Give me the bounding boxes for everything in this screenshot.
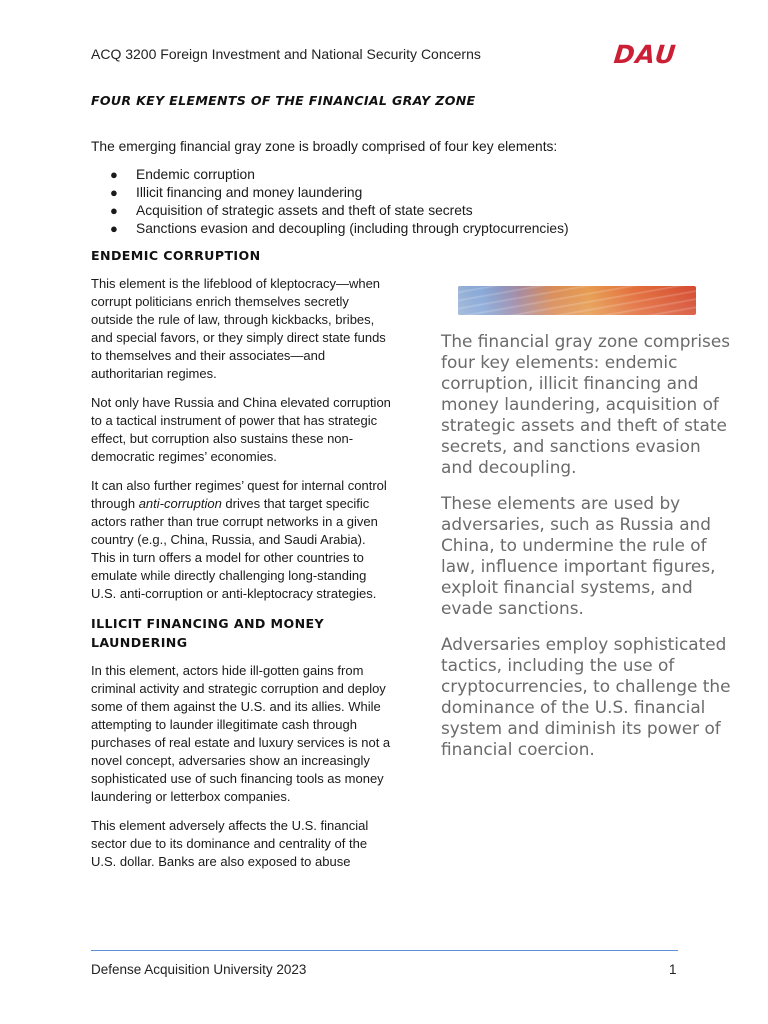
dau-logo: DAU	[612, 40, 678, 69]
paragraph: This element is the lifeblood of kleptocracy—when corrupt politicians enrich themselves secretly outside the rule of law, through kickbacks, bribes, and special favors, or they simply direct state funds to themselves and their associates—and authoritarian regimes.	[91, 276, 386, 381]
paragraph: Not only have Russia and China elevated corruption to a tactical instrument of power that has strategic effect, but corruption also sustains these non-democratic regimes’ economies.	[91, 395, 391, 464]
bullet-icon: ●	[110, 185, 118, 200]
list-item: ● Sanctions evasion and decoupling (including through cryptocurrencies)	[110, 221, 569, 236]
left-column	[91, 246, 391, 882]
document-title: FOUR KEY ELEMENTS OF THE FINANCIAL GRAY ZONE	[91, 93, 476, 108]
emphasis-anti-corruption: anti-corruption	[138, 496, 222, 511]
callout-paragraph: These elements are used by adversaries, such as Russia and China, to undermine the rule of law, influence important figures, exploit financial systems, and evade sanctions.	[441, 493, 716, 618]
page-number: 1	[669, 962, 677, 977]
paragraph: This element adversely affects the U.S. financial sector due to its dominance and centrality of the U.S. dollar. Banks are also exposed to abuse	[91, 818, 369, 869]
section-heading-endemic-corruption: ENDEMIC CORRUPTION	[91, 248, 261, 263]
callout-paragraph: Adversaries employ sophisticated tactics, including the use of cryptocurrencies, to challenge the dominance of the U.S. financial system and diminish its power of financial coercion.	[441, 634, 731, 759]
bullet-icon: ●	[110, 221, 118, 236]
paragraph: It can also further regimes’ quest for internal control through anti-corruption drives that target specific actors rather than true corrupt networks in a given country (e.g., China, Russia, and Saudi Arabia). This in turn offers a model for other countries to emulate while directly challenging long-standing U.S. anti-corruption or anti-kleptocracy strategies.	[91, 478, 387, 601]
callout-sidebar	[441, 331, 731, 775]
header-course-title: ACQ 3200 Foreign Investment and National Security Concerns	[91, 46, 481, 62]
footer-organization: Defense Acquisition University 2023	[91, 962, 307, 977]
bullet-icon: ●	[110, 167, 118, 182]
footer-divider	[91, 950, 678, 951]
list-item: ● Endemic corruption	[110, 167, 255, 182]
paragraph: In this element, actors hide ill-gotten gains from criminal activity and strategic corruption and deploy some of them against the U.S. and its allies. While attempting to launder illegitimate cash through purchases of real estate and luxury services is not a novel concept, adversaries show an increasingly sophisticated use of such financing tools as money laundering or letterbox companies.	[91, 663, 391, 804]
bullet-icon: ●	[110, 203, 118, 218]
decorative-gradient-banner	[458, 286, 696, 315]
list-item: ● Acquisition of strategic assets and theft of state secrets	[110, 203, 473, 218]
section-heading-illicit-financing: ILLICIT FINANCING AND MONEY LAUNDERING	[91, 616, 325, 650]
key-elements-list	[110, 166, 569, 238]
callout-paragraph: The financial gray zone comprises four key elements: endemic corruption, illicit financing and money laundering, acquisition of strategic assets and theft of state secrets, and sanctions evasion and decoupling.	[441, 331, 731, 477]
list-item: ● Illicit financing and money laundering	[110, 185, 363, 200]
intro-paragraph: The emerging financial gray zone is broadly comprised of four key elements:	[91, 139, 558, 154]
